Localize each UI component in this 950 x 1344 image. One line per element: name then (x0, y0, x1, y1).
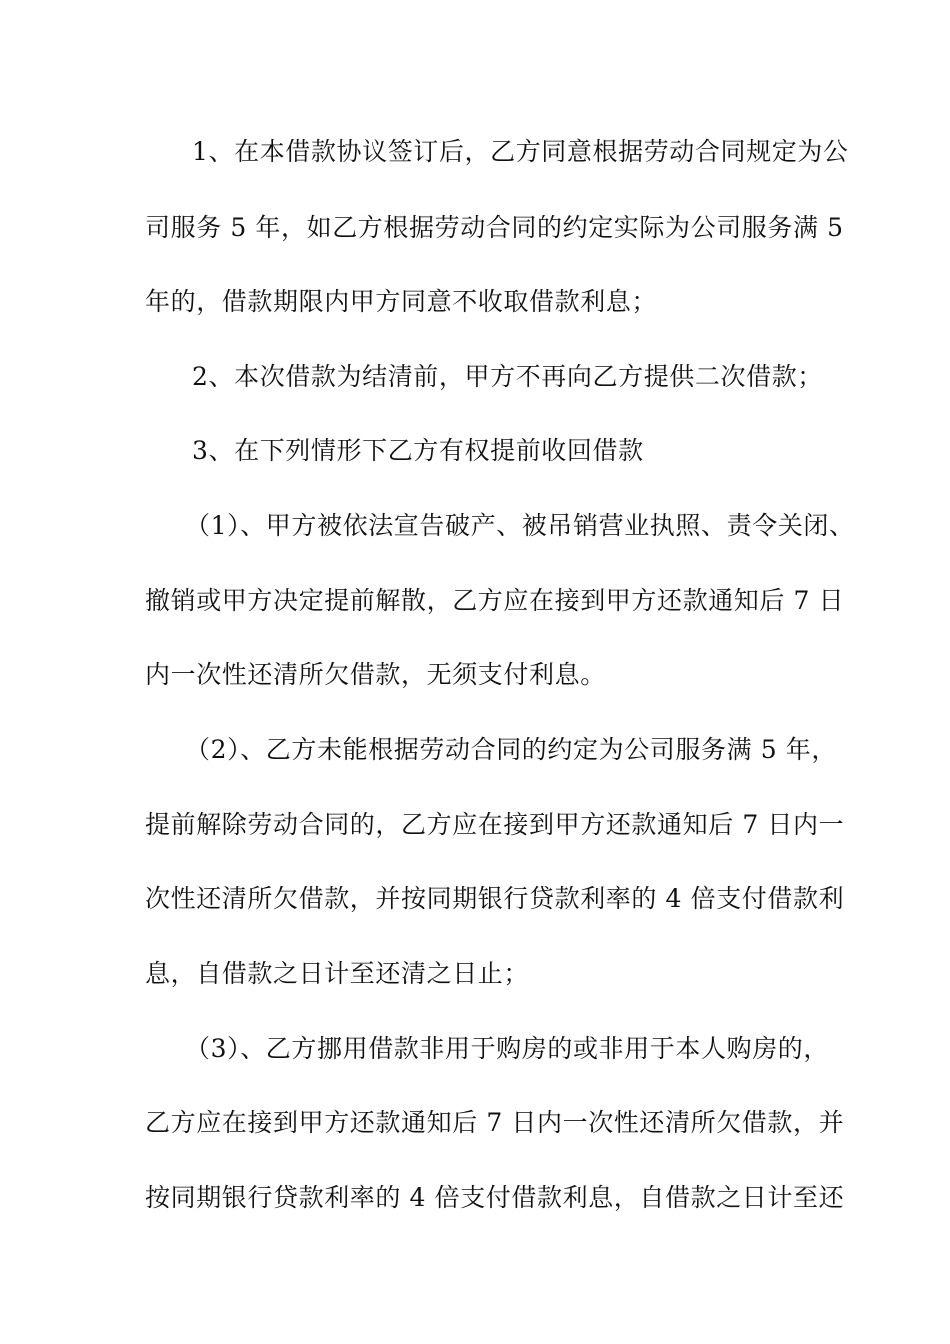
text-line-15: 按同期银行贷款利率的 4 倍支付借款利息，自借款之日计至还 (145, 1183, 845, 1212)
text-line-10: 提前解除劳动合同的，乙方应在接到甲方还款通知后 7 日内一 (145, 810, 845, 839)
text-line-1: 1、在本借款协议签订后，乙方同意根据劳动合同规定为公 (192, 137, 849, 166)
text-line-3: 年的，借款期限内甲方同意不收取借款利息； (145, 287, 658, 316)
text-line-14: 乙方应在接到甲方还款通知后 7 日内一次性还清所欠借款，并 (145, 1108, 845, 1137)
text-line-7: 撤销或甲方决定提前解散，乙方应在接到甲方还款通知后 7 日 (145, 586, 845, 615)
text-line-9: （2）、乙方未能根据劳动合同的约定为公司服务满 5 年， (185, 735, 838, 764)
text-line-13: （3）、乙方挪用借款非用于购房的或非用于本人购房的， (185, 1034, 830, 1063)
text-line-11: 次性还清所欠借款，并按同期银行贷款利率的 4 倍支付借款利 (145, 884, 845, 913)
text-line-12: 息，自借款之日计至还清之日止； (145, 959, 530, 988)
text-line-5: 3、在下列情形下乙方有权提前收回借款 (192, 436, 644, 465)
text-line-8: 内一次性还清所欠借款，无须支付利息。 (145, 660, 606, 689)
text-line-2: 司服务 5 年，如乙方根据劳动合同的约定实际为公司服务满 5 (145, 213, 844, 242)
text-line-6: （1）、甲方被依法宣告破产、被吊销营业执照、责令关闭、 (185, 511, 855, 540)
text-line-4: 2、本次借款为结清前，甲方不再向乙方提供二次借款； (192, 362, 823, 391)
